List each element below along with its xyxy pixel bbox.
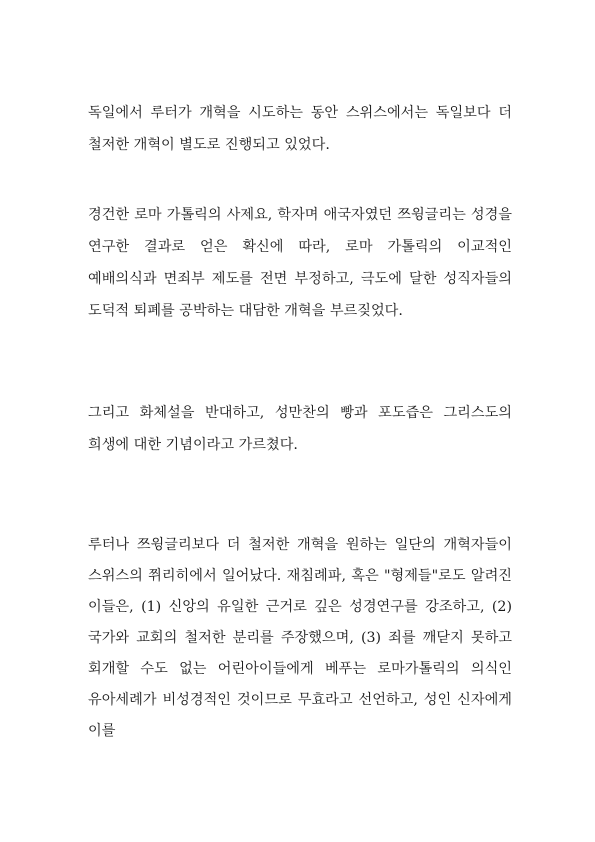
paragraph-1: 독일에서 루터가 개혁을 시도하는 동안 스위스에서는 독일보다 더 철저한 개혁이 별도로 진행되고 있었다. (88, 105, 512, 153)
paragraph-3: 그리고 화체설을 반대하고, 성만찬의 빵과 포도즙은 그리스도의 희생에 대한 기념이라고 가르쳤다. (88, 405, 512, 453)
paragraph-2: 경건한 로마 가톨릭의 사제요, 학자며 애국자였던 쯔윙글리는 성경을 연구한 결과로 얻은 확신에 따라, 로마 가톨릭의 이교적인 예배의식과 면죄부 제도를 전면 부정하고, 극도에 달한 성직자들의 도덕적 퇴폐를 공박하는 대담한 개혁을 부르짖었다. (88, 207, 512, 319)
paragraph-4: 루터나 쯔윙글리보다 더 철저한 개혁을 원하는 일단의 개혁자들이 스위스의 쮜리히에서 일어났다. 재침례파, 혹은 "형제들"로도 알려진 이들은, (1) 신앙의 유일한 근거로 깊은 성경연구를 강조하고, (2) 국가와 교회의 철저한 분리를 주장했으며, (3) 죄를 깨닫지 못하고 회개할 수도 없는 어린아이들에게 베푸는 로마가톨릭의 의식인 유아세례가 비성경적인 것이므로 무효라고 선언하고, 성인 신자에게 이를 (88, 537, 512, 739)
